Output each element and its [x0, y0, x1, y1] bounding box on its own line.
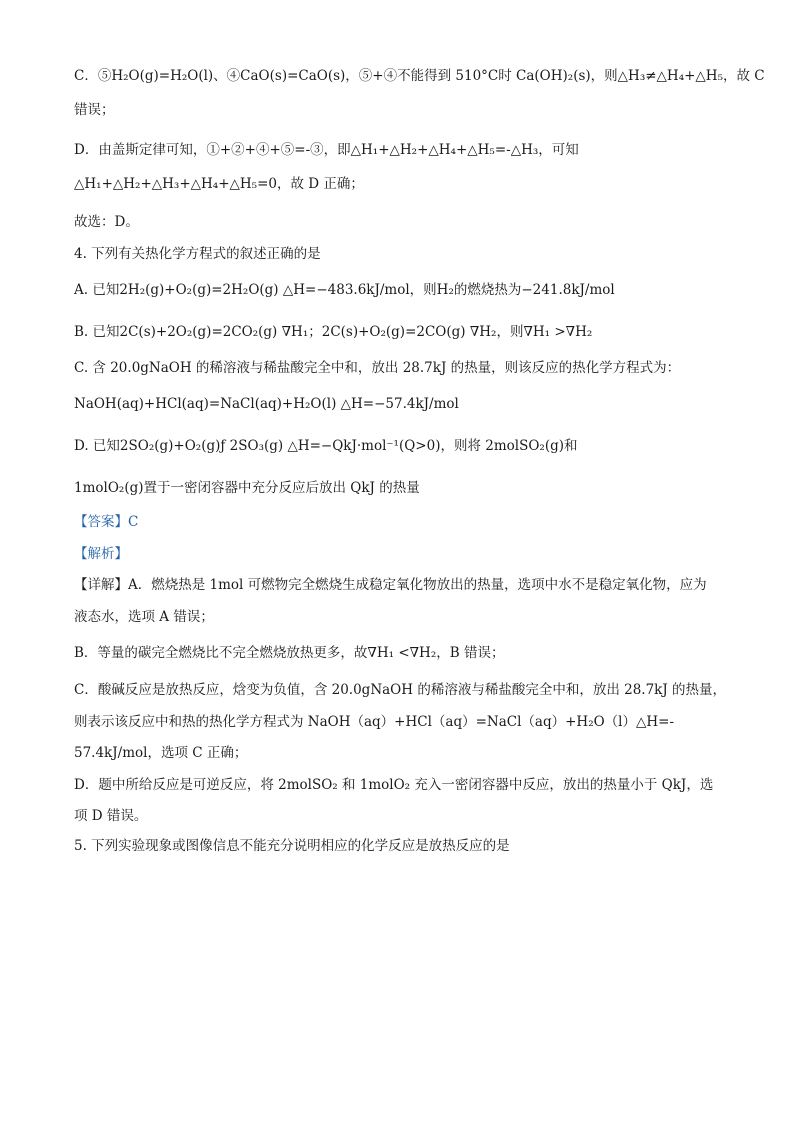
analysis-text: D．题中所给反应是可逆反应，将 2molSO₂ 和 1molO₂ 充入一密闭容器中反应，放出的热量小于 QkJ，选 — [74, 777, 714, 793]
question-title: 5. 下列实验现象或图像信息不能充分说明相应的化学反应是放热反应的是 — [74, 838, 510, 854]
analysis-text: 则表示该反应中和热的热化学方程式为 NaOH（aq）+HCl（aq）=NaCl（aq）+H₂O（l）△H=- — [74, 714, 675, 730]
text-line: 错误； — [74, 102, 115, 118]
text-line: 1molO₂(g)置于一密闭容器中充分反应后放出 QkJ 的热量 — [74, 480, 420, 496]
analysis-text: 液态水，选项 A 错误； — [74, 609, 214, 625]
text-line: 故选：D。 — [74, 214, 139, 230]
text-line: D．由盖斯定律可知，①+②+④+⑤=-③，即△H₁+△H₂+△H₄+△H₅=-△H₃，可知 — [74, 142, 579, 158]
question-title: 4. 下列有关热化学方程式的叙述正确的是 — [74, 246, 321, 262]
analysis-text: C．酸碱反应是放热反应，焓变为负值，含 20.0gNaOH 的稀溶液与稀盐酸完全中和，放出 28.7kJ 的热量， — [74, 682, 727, 698]
analysis-text: B．等量的碳完全燃烧比不完全燃烧放热更多，故∇H₁ <∇H₂，B 错误； — [74, 645, 505, 661]
text-line: △H₁+△H₂+△H₃+△H₄+△H₅=0，故 D 正确； — [74, 176, 364, 192]
equation-line: NaOH(aq)+HCl(aq)=NaCl(aq)+H₂O(l) △H=−57.4kJ/mol — [74, 396, 459, 412]
answer-label: 【答案】C — [74, 514, 139, 530]
analysis-label: 【解析】 — [74, 546, 128, 562]
option-b: B. 已知2C(s)+2O₂(g)=2CO₂(g) ∇H₁；2C(s)+O₂(g)=2CO(g) ∇H₂，则∇H₁ >∇H₂ — [74, 324, 593, 340]
option-d: D. 已知2SO₂(g)+O₂(g)ƒ 2SO₃(g) △H=−QkJ·mol⁻¹(Q>0)，则将 2molSO₂(g)和 — [74, 438, 578, 454]
analysis-text: 项 D 错误。 — [74, 808, 148, 824]
option-c: C. 含 20.0gNaOH 的稀溶液与稀盐酸完全中和，放出 28.7kJ 的热量，则该反应的热化学方程式为： — [74, 360, 681, 376]
option-a: A. 已知2H₂(g)+O₂(g)=2H₂O(g) △H=−483.6kJ/mol，则H₂的燃烧热为−241.8kJ/mol — [74, 282, 615, 298]
text-line: C．⑤H₂O(g)=H₂O(l)、④CaO(s)=CaO(s)，⑤+④不能得到 510°C时 Ca(OH)₂(s)，则△H₃≠△H₄+△H₅，故 C — [74, 68, 765, 84]
analysis-text: 【详解】A．燃烧热是 1mol 可燃物完全燃烧生成稳定氧化物放出的热量，选项中水不是稳定氧化物，应为 — [74, 577, 707, 593]
analysis-text: 57.4kJ/mol，选项 C 正确； — [74, 745, 248, 761]
